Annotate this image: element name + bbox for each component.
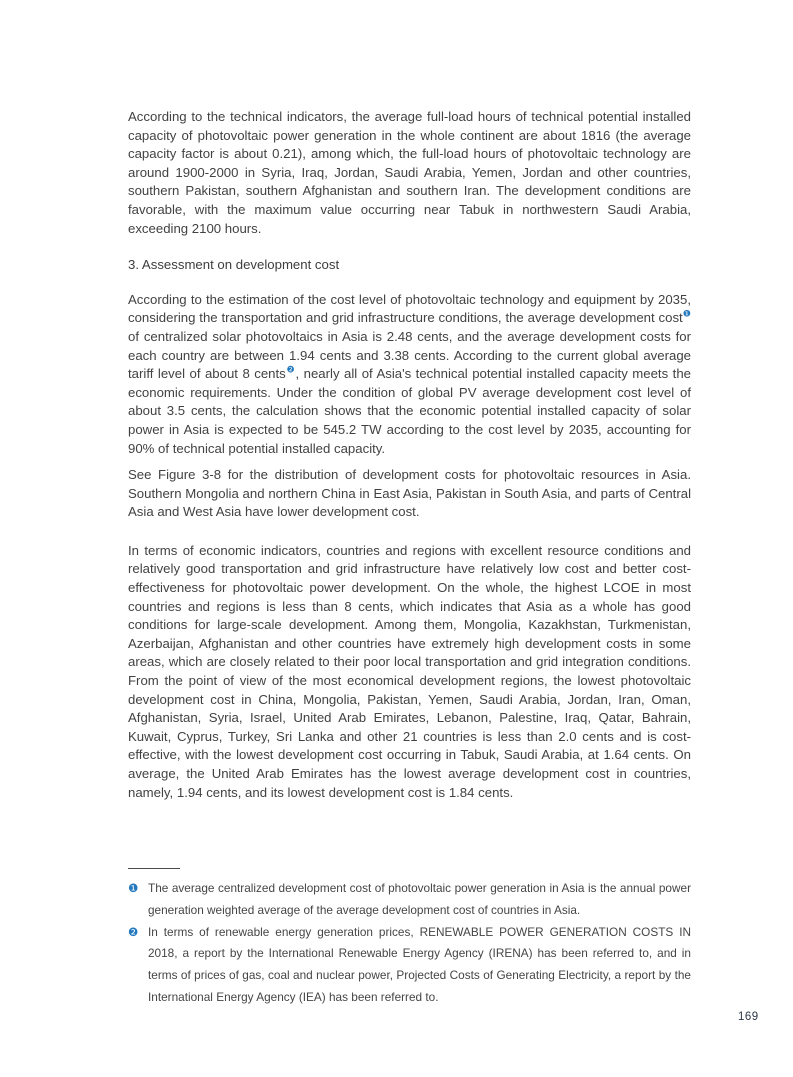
paragraph-cost-segment-2: of centralized solar photovoltaics in Asia is 2.48 cents, and the average development costs for each country are between 1.94 cents and 3.38 cents. According to the current global average tariff level of about 8 cents [128,328,691,382]
paragraph-economic-indicators: In terms of economic indicators, countries and regions with excellent resource conditions and relatively good transportation and grid infrastructure have relatively low cost and better cost-effectiveness for photovoltaic power development. On the whole, the highest LCOE in most countries and regions is less than 8 cents, which indicates that Asia as a whole has good conditions for large-scale development. Among them, Mongolia, Kazakhstan, Turkmenistan, Azerbaijan, Afghanistan and other countries have extremely high development costs in some areas, which are closely related to their poor local transportation and grid integration conditions. From the point of view of the most economical development regions, the lowest photovoltaic development cost in China, Mongolia, Pakistan, Yemen, Saudi Arabia, Jordan, Iran, Oman, Afghanistan, Syria, Israel, United Arab Emirates, Lebanon, Palestine, Iraq, Qatar, Bahrain, Kuwait, Cyprus, Turkey, Sri Lanka and other 21 countries is less than 2.0 cents and is cost-effective, with the lowest development cost occurring in Tabuk, Saudi Arabia, at 1.64 cents. On average, the United Arab Emirates has the lowest average development cost in countries, namely, 1.94 cents, and its lowest development cost is 1.84 cents. [128,542,691,800]
paragraph-technical-indicators: According to the technical indicators, the average full-load hours of technical potential installed capacity of photovoltaic power generation in the whole continent are about 1816 (the average capacity factor is about 0.21), among which, the full-load hours of photovoltaic technology are around 1900-2000 in Syria, Iraq, Jordan, Saudi Arabia, Yemen, Jordan and other countries, southern Pakistan, southern Afghanistan and southern Iran. The development conditions are favorable, with the maximum value occurring near Tabuk in northwestern Saudi Arabia, exceeding 2100 hours. [128,109,691,236]
footnote-reference-2-icon: ❷ [285,365,296,376]
paragraph-cost-segment-1: According to the estimation of the cost level of photovoltaic technology and equipment by 2035, considering the transportation and grid infrastructure conditions, the average development cost [128,291,691,326]
footnote-1-text: The average centralized development cost of photovoltaic power generation in Asia is the annual power generation weighted average of the average development cost of countries in Asia. [148,881,691,917]
section-heading-development-cost: 3. Assessment on development cost [128,257,340,273]
footnote-item-2 [128,922,691,1009]
footnotes-section [128,868,691,1009]
paragraph-figure-reference: See Figure 3-8 for the distribution of development costs for photovoltaic resources in Asia. Southern Mongolia and northern China in East Asia, Pakistan in South Asia, and parts of Central Asia and West Asia have lower development cost. [128,467,691,520]
footnote-2-text: In terms of renewable energy generation prices, RENEWABLE POWER GENERATION COSTS IN 2018, a report by the International Renewable Energy Agency (IRENA) has been referred to, and in terms of prices of gas, coal and nuclear power, Projected Costs of Generating Electricity, a report by the International Energy Agency (IEA) has been referred to. [148,924,691,1004]
text-column [128,108,691,802]
paragraph-cost-segment-3: , nearly all of Asia's technical potential installed capacity meets the economic requirements. Under the condition of global PV average development cost level of about 3.5 cents, the calculation shows that the economic potential installed capacity of solar power in Asia is expected to be 545.2 TW according to the cost level by 2035, accounting for 90% of technical potential installed capacity. [128,366,691,456]
footnote-item-1 [128,878,691,922]
footnote-2-number-icon: ❷ [128,924,139,939]
footnote-divider [128,868,180,869]
footnote-reference-1-icon: ❶ [682,309,691,320]
footnote-1-number-icon: ❶ [128,881,139,895]
page-number: 169 [738,1011,759,1023]
paragraph-cost-estimation [128,291,691,458]
